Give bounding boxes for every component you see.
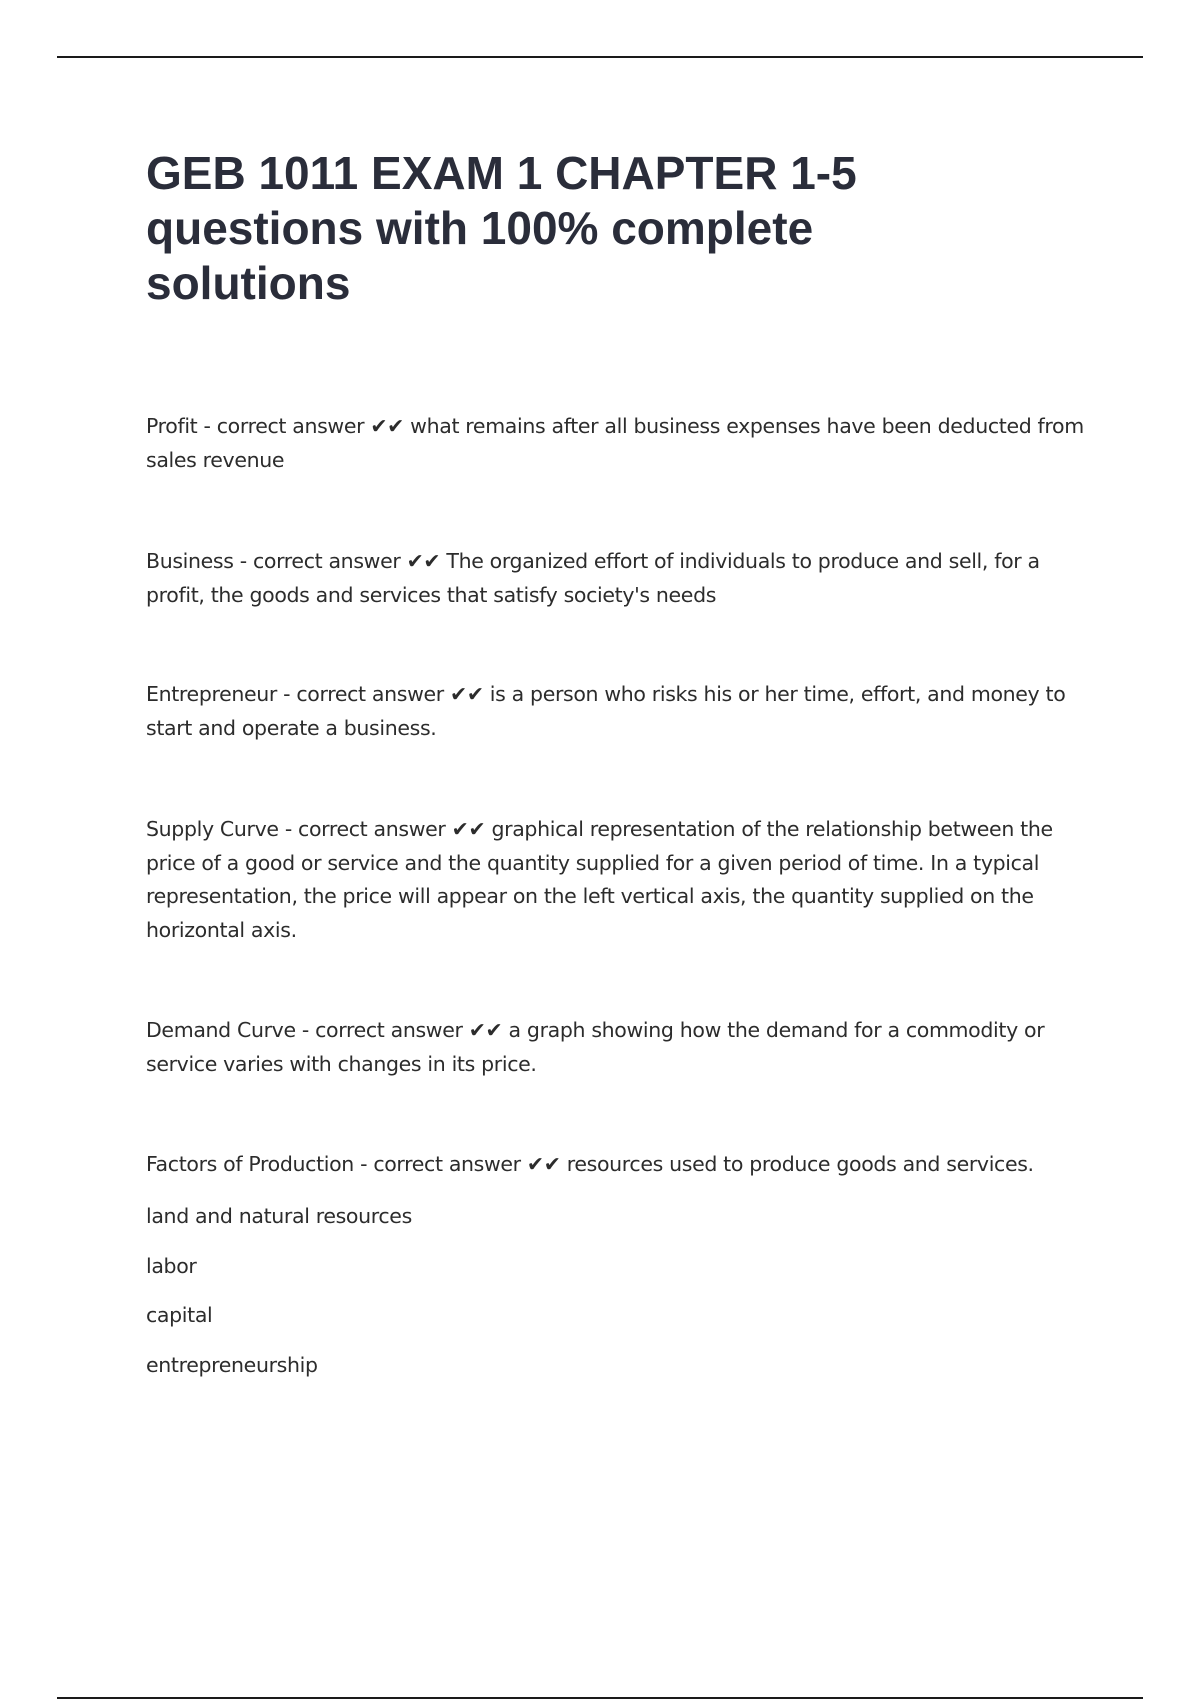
qa-profit: Profit - correct answer ✔✔ what remains after all business expenses have been deducted from sales revenue: [146, 414, 1084, 472]
qa-entrepreneur: Entrepreneur - correct answer ✔✔ is a person who risks his or her time, effort, and money to start and operate a business.: [146, 682, 1066, 740]
factor-item: land and natural resources: [146, 1204, 412, 1228]
qa-factors-of-production: Factors of Production - correct answer ✔✔ resources used to produce goods and services.: [146, 1152, 1034, 1176]
qa-business: Business - correct answer ✔✔ The organized effort of individuals to produce and sell, for a profit, the goods and services that satisfy society's needs: [146, 549, 1040, 607]
factor-item: entrepreneurship: [146, 1353, 318, 1377]
document-title: GEB 1011 EXAM 1 CHAPTER 1-5 questions with 100% complete solutions: [146, 147, 857, 309]
factor-item: labor: [146, 1254, 197, 1278]
qa-demand-curve: Demand Curve - correct answer ✔✔ a graph showing how the demand for a commodity or service varies with changes in its price.: [146, 1018, 1045, 1076]
bottom-rule: [57, 1697, 1143, 1699]
factor-item: capital: [146, 1303, 213, 1327]
qa-supply-curve: Supply Curve - correct answer ✔✔ graphical representation of the relationship between the price of a good or service and the quantity supplied for a given period of time. In a typical representation, the price will appear on the left vertical axis, the quantity supplied on the horizontal axis.: [146, 817, 1053, 942]
top-rule: [57, 56, 1143, 58]
